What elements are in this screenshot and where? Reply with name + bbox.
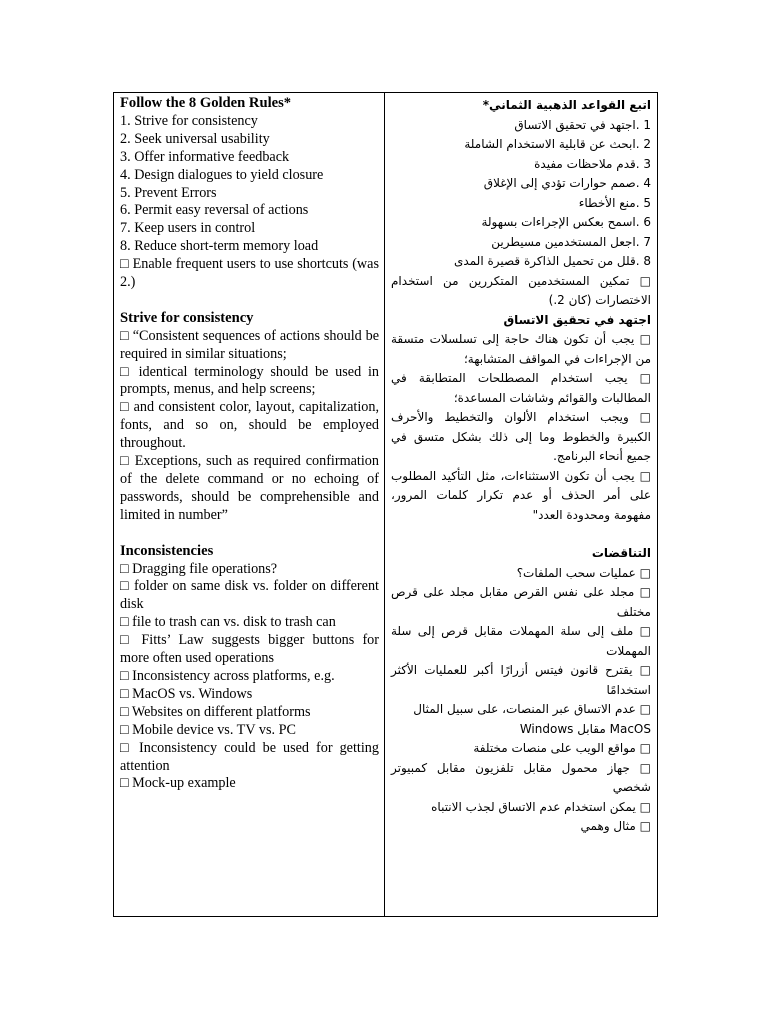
english-column [114,93,385,917]
inconsistency-item-ar: □ عدم الاتساق عبر المنصات، على سبيل المثال [413,702,651,716]
inconsistency-item: □ Dragging file operations? [120,560,278,577]
inconsistency-item-ar: □ يقترح قانون فيتس أزرارًا أكبر للعمليات الأكثر استخدامًا [391,663,651,697]
rule-item: 1. Strive for consistency [120,112,258,129]
consistency-item: □ and consistent color, layout, capitalization, fonts, and so on, should be employed throughout. [120,399,379,452]
consistency-item-ar: □ يجب استخدام المصطلحات المتطابقة في المطالبات والقوائم وشاشات المساعدة؛ [391,371,651,405]
inconsistency-item: □ Inconsistency across platforms, e.g. [120,667,335,684]
arabic-column [385,93,658,917]
rule-item: 3. Offer informative feedback [120,148,290,165]
rule-item: 7. Keep users in control [120,220,256,237]
inconsistency-item-ar: □ يمكن استخدام عدم الاتساق لجذب الانتباه [431,799,651,814]
rule-item-ar: 3 .قدم ملاحظات مفيدة [534,156,651,171]
rule-item-ar: 5 .منع الأخطاء [578,195,651,210]
consistency-heading: Strive for consistency [120,309,254,326]
inconsistency-item: □ file to trash can vs. disk to trash can [120,614,336,631]
consistency-item: □ identical terminology should be used in prompts, menus, and help screens; [120,363,379,398]
rule-item: 4. Design dialogues to yield closure [120,166,324,183]
inconsistency-item: □ folder on same disk vs. folder on different disk [120,578,379,613]
consistency-item-ar: □ ويجب استخدام الألوان والتخطيط والأحرف الكبيرة والخطوط وما إلى ذلك بشكل متسق في جميع أنحاء البرنامج. [391,410,651,463]
consistency-item-ar: □ يجب أن تكون هناك حاجة إلى تسلسلات متسقة من الإجراءات في المواقف المتشابهة؛ [391,332,651,366]
consistency-item: □ Exceptions, such as required confirmation of the delete command or no echoing of passwords, should be comprehensible and limited in number” [120,453,379,523]
consistency-heading-ar: اجتهد في تحقيق الاتساق [503,312,651,327]
shortcut-note-ar: □ تمكين المستخدمين المتكررين من استخدام الاختصارات (كان 2.) [391,273,651,307]
consistency-item: □ “Consistent sequences of actions should be required in similar situations; [120,327,379,362]
rule-item-ar: 2 .ابحث عن قابلية الاستخدام الشاملة [464,137,651,151]
golden-rules-heading-ar: اتبع القواعد الذهبية الثماني* [482,98,651,112]
rule-item-ar: 8 .قلل من تحميل الذاكرة قصيرة المدى [454,254,651,268]
inconsistency-item-ar: MacOS مقابل Windows [519,721,651,736]
rule-item: 5. Prevent Errors [120,184,217,201]
inconsistency-item-ar: □ مواقع الويب على منصات مختلفة [473,741,651,755]
rule-item: 8. Reduce short-term memory load [120,238,319,255]
inconsistency-item: □ Inconsistency could be used for getting attention [120,739,379,774]
inconsistencies-heading-ar: التناقضات [591,546,651,560]
shortcut-note: □ Enable frequent users to use shortcuts (was 2.) [120,256,379,291]
rule-item-ar: 1 .اجتهد في تحقيق الاتساق [514,117,651,132]
bilingual-table [113,92,658,917]
inconsistencies-heading: Inconsistencies [120,542,214,559]
inconsistency-item: □ Websites on different platforms [120,703,311,720]
inconsistency-item-ar: □ ملف إلى سلة المهملات مقابل قرص إلى سلة المهملات [391,624,651,658]
golden-rules-heading: Follow the 8 Golden Rules* [120,95,292,111]
inconsistency-item-ar: □ عمليات سحب الملفات؟ [516,565,651,580]
inconsistency-item-ar: □ مجلد على نفس القرص مقابل مجلد على قرص مختلف [391,585,651,619]
rule-item-ar: 7 .اجعل المستخدمين مسيطرين [491,234,651,249]
rule-item-ar: 6 .اسمح بعكس الإجراءات بسهولة [481,215,651,229]
inconsistency-item: □ MacOS vs. Windows [120,685,253,702]
inconsistency-item: □ Fitts’ Law suggests bigger buttons for more often used operations [120,632,379,667]
inconsistency-item: □ Mock-up example [120,775,236,792]
rule-item: 6. Permit easy reversal of actions [120,202,309,219]
inconsistency-item-ar: □ جهاز محمول مقابل تلفزيون مقابل كمبيوتر شخصي [391,760,651,794]
consistency-item-ar: □ يجب أن تكون الاستثناءات، مثل التأكيد المطلوب على أمر الحذف أو عدم تكرار كلمات المرور، مفهومة ومحدودة العدد" [391,468,651,522]
inconsistency-item-ar: □ مثال وهمي [580,819,651,833]
inconsistency-item: □ Mobile device vs. TV vs. PC [120,721,296,738]
rule-item-ar: 4 .صمم حوارات تؤدي إلى الإغلاق [483,176,651,190]
rule-item: 2. Seek universal usability [120,130,270,147]
